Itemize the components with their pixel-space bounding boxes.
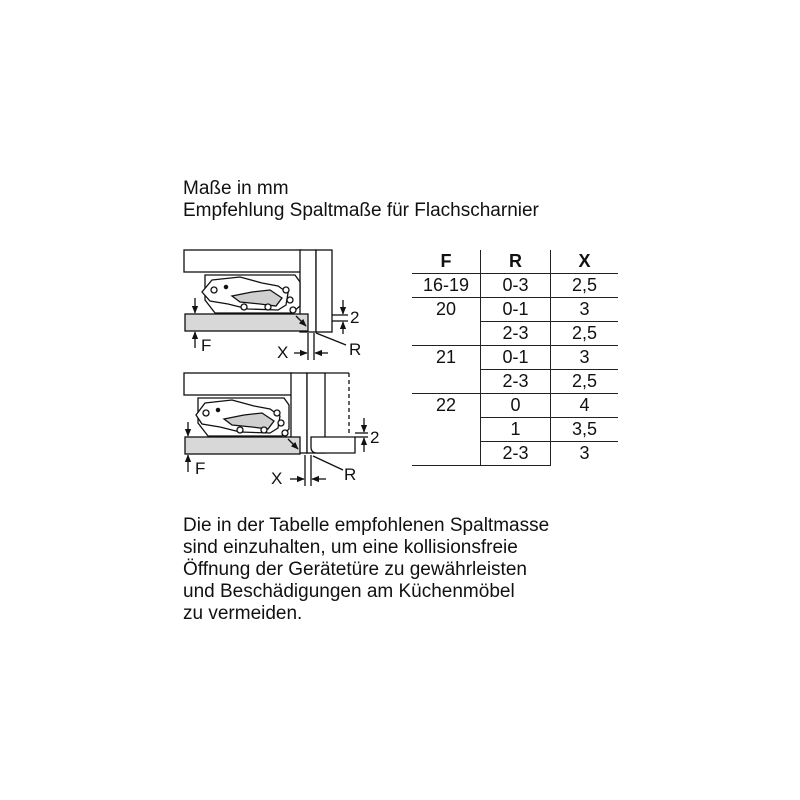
table-cell-x: 2,5 — [551, 274, 619, 298]
table-row — [412, 370, 618, 394]
table-header-r: R — [481, 250, 551, 274]
note-line: Öffnung der Gerätetüre zu gewährleisten — [183, 559, 527, 580]
table-cell-r: 1 — [481, 418, 551, 442]
lower-label-gap: 2 — [370, 428, 380, 447]
table-row — [412, 274, 618, 298]
upper-label-f: F — [201, 336, 212, 355]
table-cell-r: 0-1 — [481, 346, 551, 370]
table-cell-x: 3 — [551, 346, 619, 370]
table-header-x: X — [551, 250, 619, 274]
instruction-note — [183, 515, 549, 625]
lower-label-x: X — [271, 469, 283, 488]
table-cell-f — [412, 322, 481, 346]
heading-units: Maße in mm — [183, 178, 289, 199]
table-cell-r: 2-3 — [481, 442, 551, 466]
table-cell-f — [412, 418, 481, 442]
table-row — [412, 322, 618, 346]
table-cell-x: 2,5 — [551, 322, 619, 346]
note-line: sind einzuhalten, um eine kollisionsfreie — [183, 537, 518, 558]
table-row — [412, 418, 618, 442]
table-row — [412, 442, 618, 466]
table-cell-x: 3,5 — [551, 418, 619, 442]
table-cell-f: 22 — [412, 394, 481, 418]
gap-table — [412, 250, 618, 466]
upper-label-r: R — [349, 340, 362, 359]
table-row — [412, 298, 618, 322]
table-header-f: F — [412, 250, 481, 274]
table-cell-r: 2-3 — [481, 370, 551, 394]
table-cell-r: 0-3 — [481, 274, 551, 298]
table-cell-x: 3 — [551, 298, 619, 322]
table-cell-x: 4 — [551, 394, 619, 418]
table-cell-x: 2,5 — [551, 370, 619, 394]
note-line: zu vermeiden. — [183, 603, 303, 624]
note-line: und Beschädigungen am Küchenmöbel — [183, 581, 515, 602]
table-row — [412, 394, 618, 418]
heading-title: Empfehlung Spaltmaße für Flachscharnier — [183, 200, 539, 221]
table-cell-f — [412, 442, 481, 466]
note-line: Die in der Tabelle empfohlenen Spaltmasse — [183, 515, 550, 536]
table-cell-r: 0 — [481, 394, 551, 418]
table-cell-f — [412, 370, 481, 394]
table-cell-f: 16-19 — [412, 274, 481, 298]
lower-label-r: R — [344, 465, 357, 484]
table-cell-r: 0-1 — [481, 298, 551, 322]
table-row — [412, 346, 618, 370]
table-cell-f: 20 — [412, 298, 481, 322]
lower-label-f: F — [195, 459, 206, 478]
upper-label-gap: 2 — [350, 308, 360, 327]
table-cell-f: 21 — [412, 346, 481, 370]
table-cell-x: 3 — [579, 443, 590, 464]
upper-label-x: X — [277, 343, 289, 362]
table-cell-r: 2-3 — [481, 322, 551, 346]
table-header-row — [412, 250, 618, 274]
